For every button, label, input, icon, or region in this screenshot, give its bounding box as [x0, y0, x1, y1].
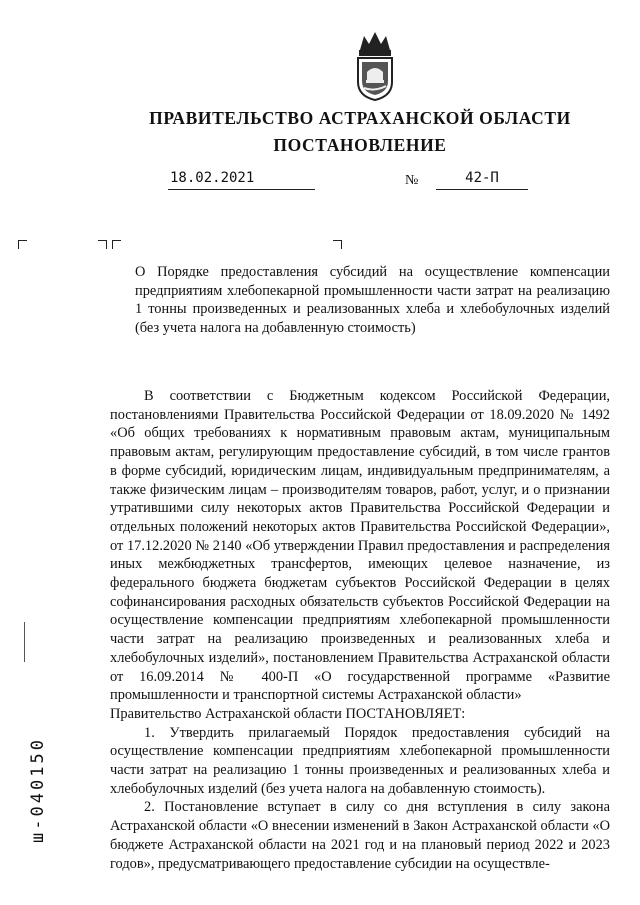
bracket-corner-mid-a: [98, 240, 107, 249]
coat-of-arms-emblem: [350, 30, 400, 102]
body-paragraph-item-1: 1. Утвердить прилагаемый Порядок предоставления субсидий на осуществление компенсации предприятиям хлебопекарной промышленности части затрат на реализацию 1 тонны произведенных и реализованных хлеба и хлебобулочных изделий (без учета налога на добавленную стоимость).: [110, 724, 610, 797]
number-label: №: [405, 173, 419, 188]
margin-line: [24, 622, 25, 662]
body-paragraph-preamble: В соответствии с Бюджетным кодексом Российской Федерации, постановлениями Правительства Российской Федерации от 18.09.2020 № 1492 «Об общих требованиях к нормативным правовым актам, муниципальным правовым актам, регулирующим предоставление субсидий, в том числе грантов в форме субсидий, юридическим лицам, индивидуальным предпринимателям, а также физическим лицам – производителям товаров, работ, услуг, и о признании утратившими силу некоторых актов Правительства Российской Федерации и отдельных положений некоторых актов Правительства Российской Федерации», от 17.12.2020 № 2140 «Об утверждении Правил предоставления и распределения иных межбюджетных трансфертов, имеющих целевое назначение, из федерального бюджета бюджетам субъектов Российской Федерации в целях софинансирования расходных обязательств субъектов Российской Федерации на осуществление компенсации предприятиям хлебопекарной промышленности части затрат на реализацию произведенных и реализованных хлеба и хлебобулочных изделий», постановлением Правительства Астраханской области от 16.09.2014 № 400-П «О государственной программе «Развитие промышленности и транспортной системы Астраханской области»: [110, 388, 610, 704]
document-number: 42-П: [436, 170, 528, 190]
bracket-corner-right: [333, 240, 342, 249]
organization-title: ПРАВИТЕЛЬСТВО АСТРАХАНСКОЙ ОБЛАСТИ: [149, 108, 571, 128]
body-paragraph-item-2: 2. Постановление вступает в силу со дня вступления в силу закона Астраханской области «О внесении изменений в Закон Астраханской области «О бюджете Астраханской области на 2021 год и на плановый период 2022 и 2023 годов», предусматривающего предоставление субсидии на осуществле-: [110, 799, 610, 872]
registration-mark: ш-040150: [28, 737, 48, 843]
document-date: 18.02.2021: [168, 170, 315, 190]
document-type-title: ПОСТАНОВЛЕНИЕ: [273, 135, 447, 155]
document-subject: О Порядке предоставления субсидий на осуществление компенсации предприятиям хлебопекарной промышленности части затрат на реализацию 1 тонны произведенных и реализованных хлеба и хлебобулочных изделий (без учета налога на добавленную стоимость): [135, 264, 610, 336]
bracket-corner-mid-b: [112, 240, 121, 249]
body-paragraph-resolves: Правительство Астраханской области ПОСТАНОВЛЯЕТ:: [110, 705, 466, 722]
bracket-corner-left: [18, 240, 27, 249]
document-body: [110, 387, 610, 873]
